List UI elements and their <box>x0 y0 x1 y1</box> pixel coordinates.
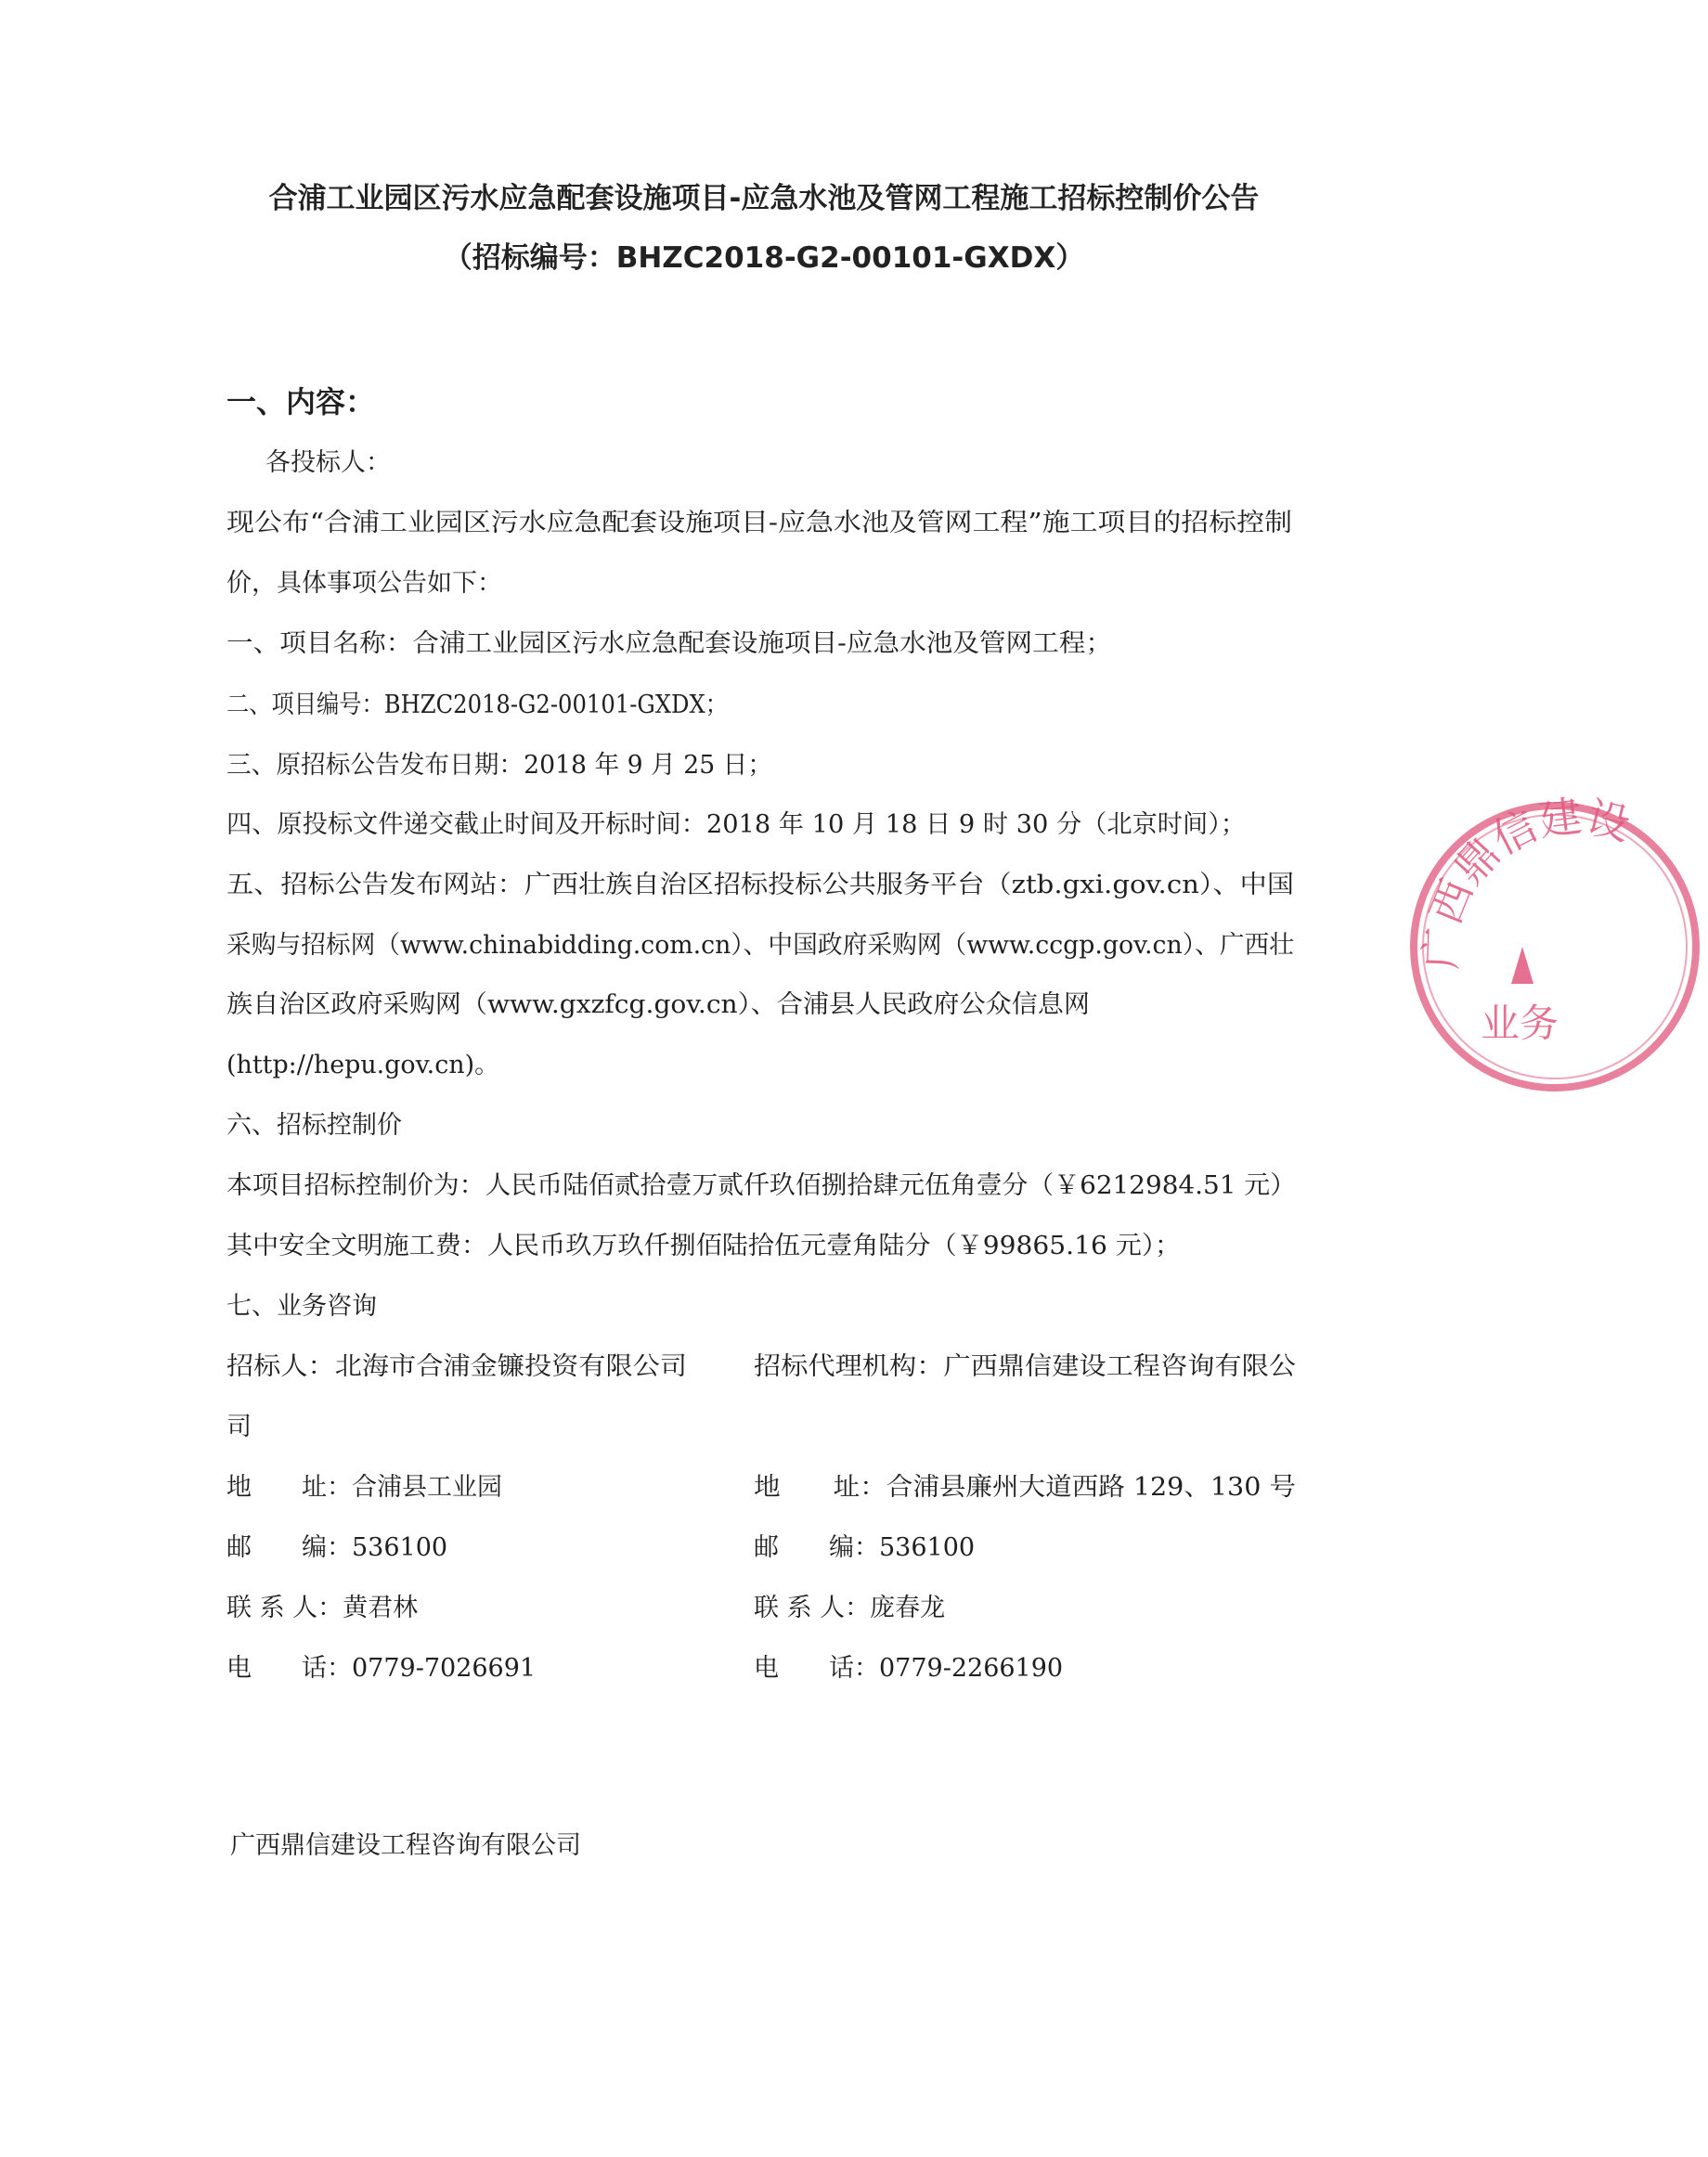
agency-contact: 庞春龙 <box>870 1594 946 1622</box>
tenderer-address-label: 地 址： <box>226 1473 352 1502</box>
item-consultation-heading: 七、业务咨询 <box>226 1292 377 1321</box>
section-heading: 一、内容： <box>226 384 376 420</box>
agency-phone: 0779-2266190 <box>879 1654 1064 1683</box>
salutation: 各投标人： <box>265 448 391 477</box>
tenderer-postcode: 536100 <box>352 1533 448 1562</box>
seal-bottom-text: 业务 <box>1481 1001 1559 1046</box>
tenderer-name-wrap: 司 <box>226 1413 252 1441</box>
agency-name: 招标代理机构：广西鼎信建设工程咨询有限公 <box>754 1352 1296 1381</box>
item-original-announcement-date: 三、原招标公告发布日期：2018 年 9 月 25 日； <box>226 751 772 780</box>
item-websites-line-1: 五、招标公告发布网站：广西壮族自治区招标投标公共服务平台（ztb.gxi.gov.cn）、中国 <box>226 871 1294 899</box>
intro-line-2: 价，具体事项公告如下： <box>226 569 502 598</box>
tenderer-contact-label: 联 系 人： <box>226 1594 343 1622</box>
agency-postcode-label: 邮 编： <box>754 1533 879 1562</box>
tenderer-address-row <box>226 1466 502 1503</box>
item-bid-deadline: 四、原投标文件递交截止时间及开标时间：2018 年 10 月 18 日 9 时 30 分（北京时间）； <box>226 810 1246 839</box>
item-websites-line-3: 族自治区政府采购网（www.gxzfcg.gov.cn）、合浦县人民政府公众信息网 <box>226 990 1090 1019</box>
item-websites-line-2: 采购与招标网（www.chinabidding.com.cn）、中国政府采购网（www.ccgp.gov.cn）、广西壮 <box>226 931 1294 960</box>
agency-postcode: 536100 <box>879 1533 976 1562</box>
agency-contact-label: 联 系 人： <box>754 1594 871 1622</box>
tenderer-contact-row <box>226 1587 418 1623</box>
agency-phone-row <box>754 1647 1063 1684</box>
intro-line-1: 现公布“合浦工业园区污水应急配套设施项目-应急水池及管网工程”施工项目的招标控制 <box>226 509 1292 537</box>
agency-address-label: 地 址： <box>754 1473 886 1502</box>
tender-number-subtitle: （招标编号：BHZC2018-G2-00101-GXDX） <box>443 241 1085 275</box>
agency-contact-row <box>754 1587 945 1623</box>
tenderer-phone: 0779-7026691 <box>352 1654 537 1683</box>
safety-fee-line: 其中安全文明施工费：人民币玖万玖仟捌佰陆拾伍元壹角陆分（￥99865.16 元）； <box>226 1232 1181 1260</box>
agency-postcode-row <box>754 1527 975 1563</box>
item-websites-line-4: (http://hepu.gov.cn)。 <box>226 1051 499 1079</box>
signature-organization: 广西鼎信建设工程咨询有限公司 <box>230 1831 581 1860</box>
company-seal <box>1402 794 1708 1100</box>
tenderer-address: 合浦县工业园 <box>352 1473 502 1502</box>
agency-address: 合浦县廉州大道西路 129、130 号 <box>886 1473 1296 1502</box>
item-project-number: 二、项目编号：BHZC2018-G2-00101-GXDX； <box>226 691 728 719</box>
item-project-name: 一、项目名称：合浦工业园区污水应急配套设施项目-应急水池及管网工程； <box>226 629 1112 658</box>
control-price-line: 本项目招标控制价为：人民币陆佰贰拾壹万贰仟玖佰捌拾肆元伍角壹分（￥6212984.51 元） <box>226 1171 1296 1200</box>
agency-phone-label: 电 话： <box>754 1654 879 1683</box>
tenderer-phone-row <box>226 1647 536 1684</box>
tenderer-postcode-row <box>226 1527 447 1563</box>
tenderer-contact: 黄君林 <box>343 1594 419 1622</box>
document-title: 合浦工业园区污水应急配套设施项目-应急水池及管网工程施工招标控制价公告 <box>268 182 1260 215</box>
seal-arc-text: 广西鼎信建设 <box>1415 794 1636 971</box>
tenderer-postcode-label: 邮 编： <box>226 1533 352 1562</box>
seal-star-icon <box>1511 947 1533 984</box>
agency-address-row <box>754 1466 1296 1503</box>
svg-text:广西鼎信建设 <box>1416 794 1635 970</box>
tenderer-phone-label: 电 话： <box>226 1654 352 1683</box>
item-control-price-heading: 六、招标控制价 <box>226 1111 402 1140</box>
tenderer-name: 招标人：北海市合浦金镰投资有限公司 <box>226 1352 687 1381</box>
